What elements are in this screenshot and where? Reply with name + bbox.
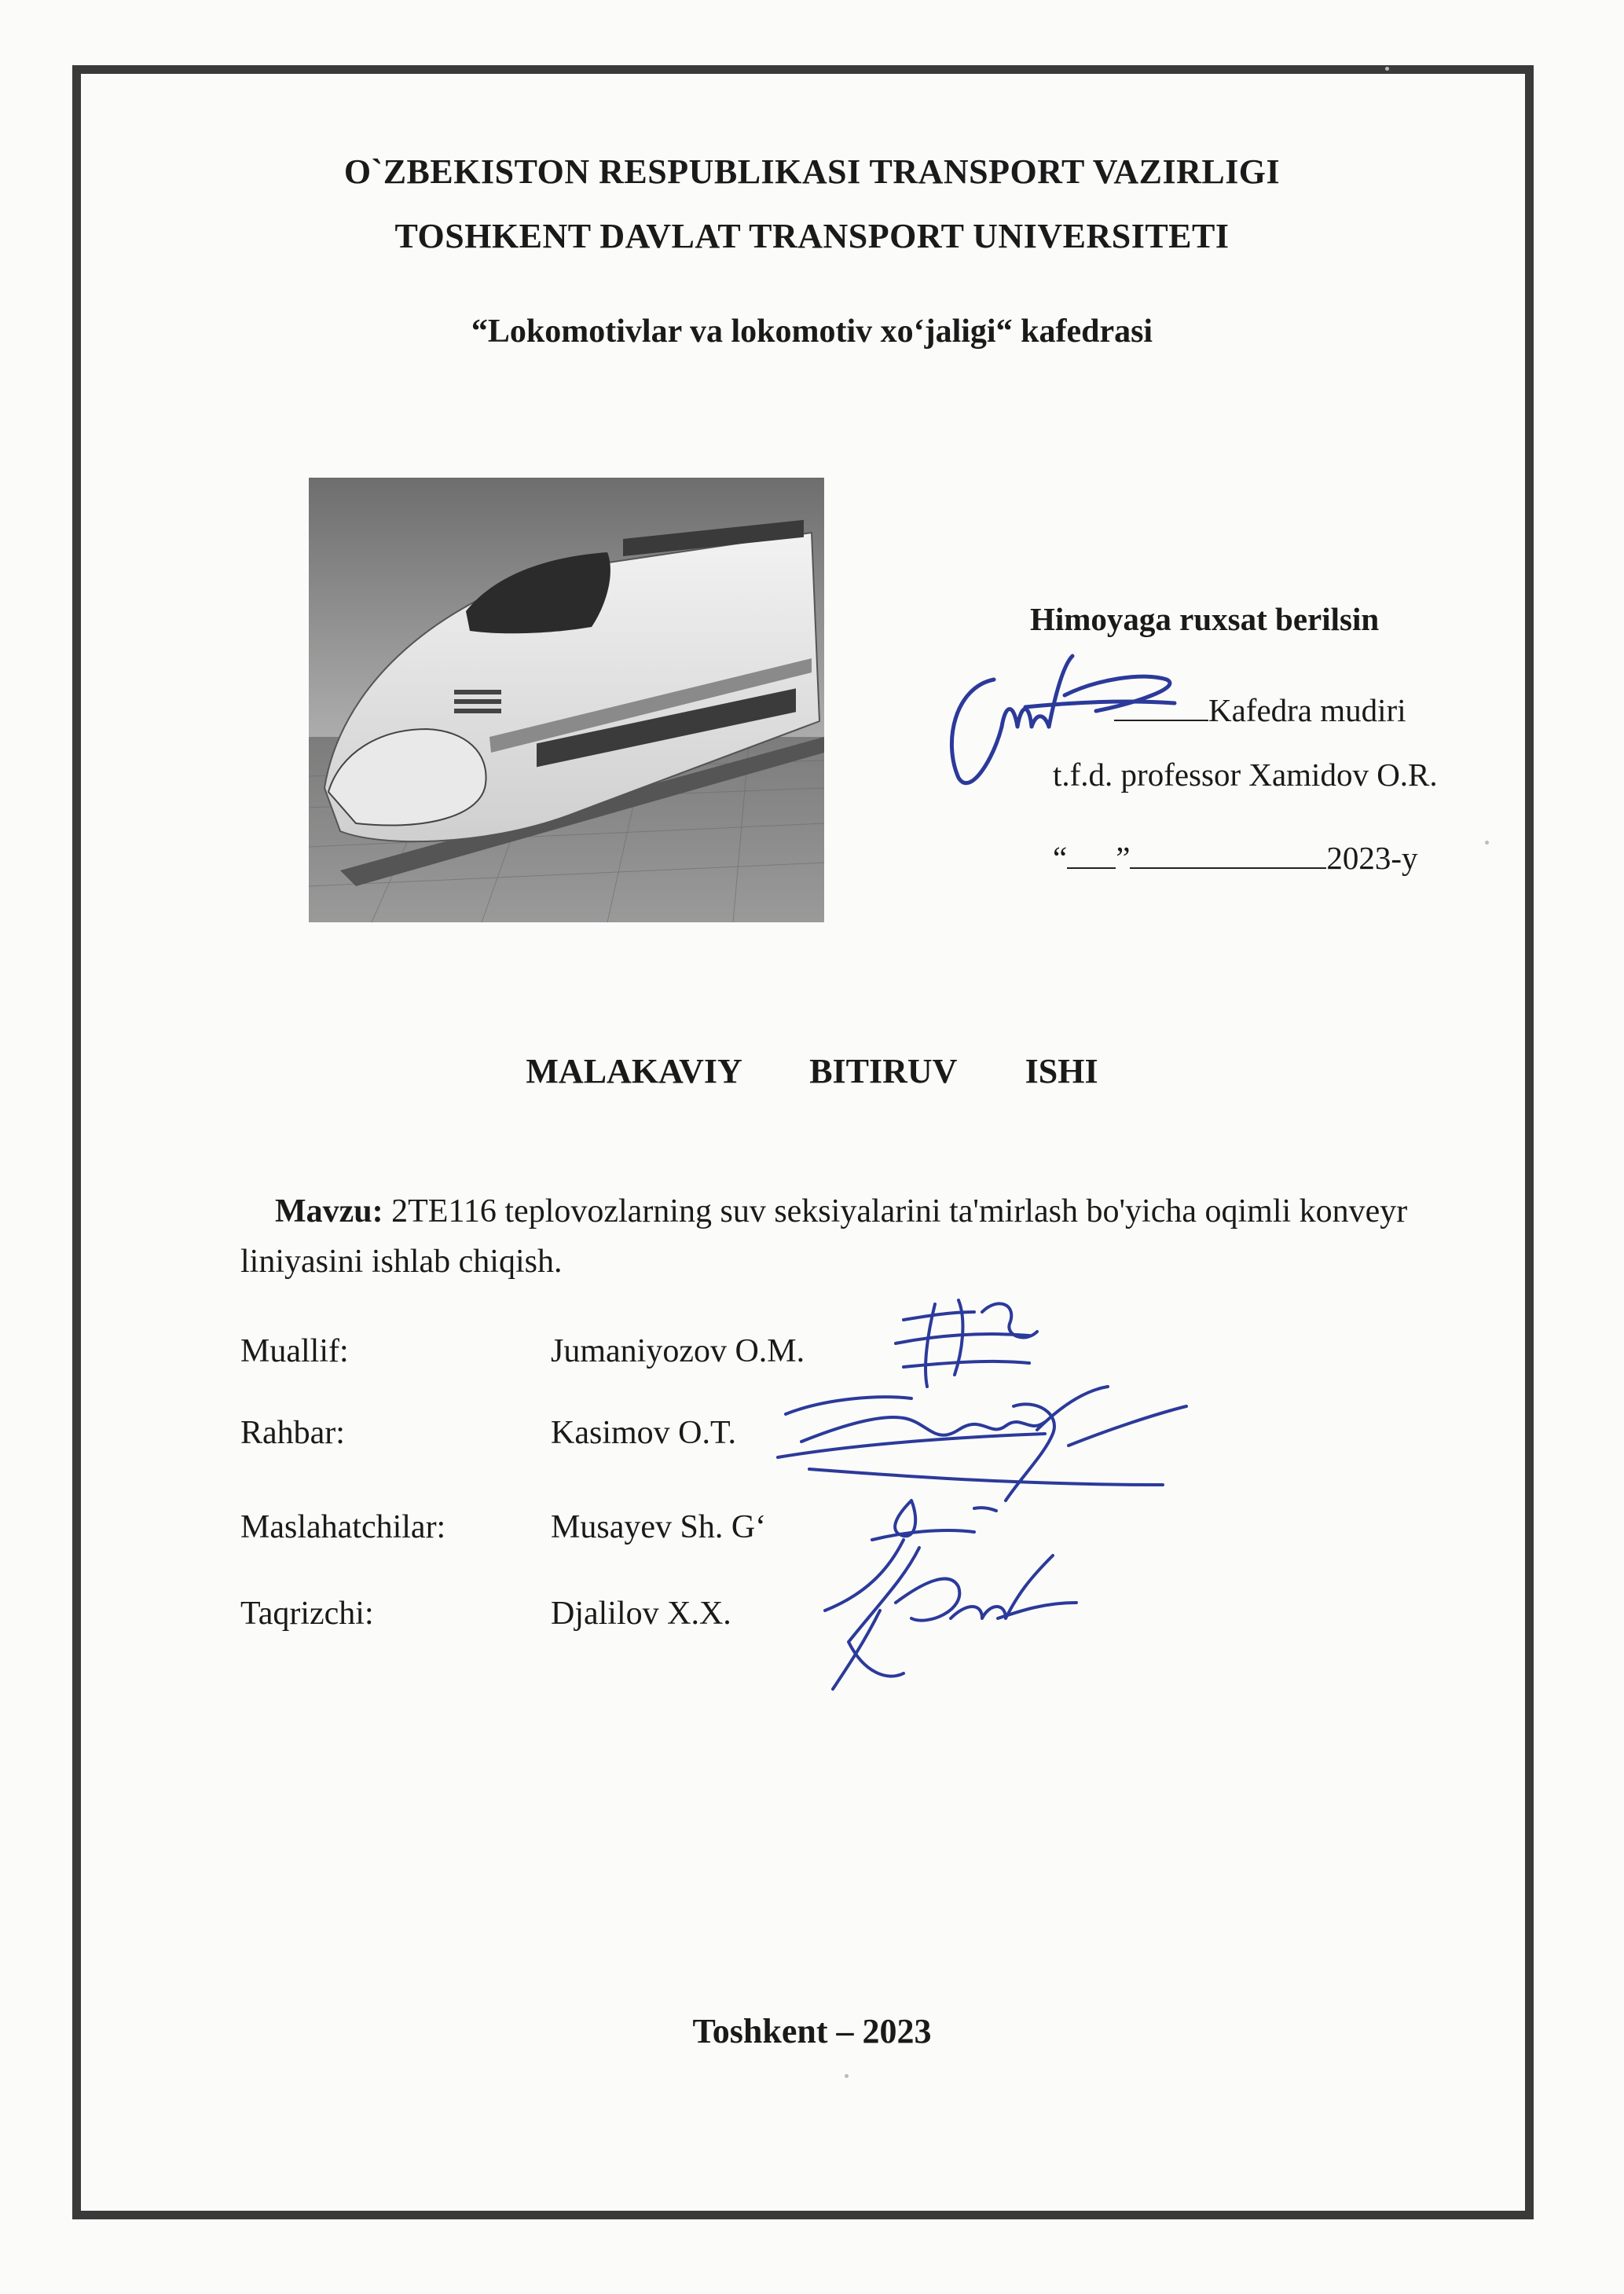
page-border xyxy=(72,65,1534,2219)
head-role: Kafedra mudiri xyxy=(1208,692,1406,728)
scan-speck xyxy=(845,2074,849,2078)
role-name: Jumaniyozov O.M. xyxy=(551,1333,805,1369)
topic-paragraph xyxy=(240,1186,1466,1287)
role-name: Kasimov O.T. xyxy=(551,1415,737,1451)
date-close-quote: ” xyxy=(1116,840,1131,876)
scan-speck xyxy=(1385,67,1389,71)
role-label: Taqrizchi: xyxy=(240,1596,374,1632)
role-row-supervisor xyxy=(240,1414,737,1452)
date-year: 2023-y xyxy=(1326,840,1418,876)
topic-text: 2TE116 teplovozlarning suv seksiyalarini ta'mirlash bo'yicha oqimli konveyr liniyasini ishlab chiqish. xyxy=(240,1193,1408,1280)
role-row-reviewer xyxy=(240,1595,731,1633)
city-year: Toshkent – 2023 xyxy=(692,2012,932,2050)
role-row-consultants xyxy=(240,1508,767,1546)
department-heading: “Lokomotivlar va lokomotiv xo‘jaligi“ kafedrasi xyxy=(471,313,1153,350)
train-photo xyxy=(309,478,824,922)
work-title: MALAKAVIY BITIRUV ISHI xyxy=(526,1052,1098,1090)
date-day-blank xyxy=(1067,845,1116,869)
scan-speck xyxy=(1485,841,1489,845)
role-name: Musayev Sh. G‘ xyxy=(551,1509,767,1545)
date-open-quote: “ xyxy=(1053,840,1068,876)
role-row-author xyxy=(240,1332,805,1370)
topic-label: Mavzu: xyxy=(275,1193,383,1229)
university-heading: TOSHKENT DAVLAT TRANSPORT UNIVERSITETI xyxy=(394,217,1230,255)
role-label: Rahbar: xyxy=(240,1415,345,1451)
signature-underline xyxy=(1114,696,1208,721)
head-name: t.f.d. professor Xamidov O.R. xyxy=(1053,757,1438,793)
role-label: Maslahatchilar: xyxy=(240,1509,446,1545)
role-label: Muallif: xyxy=(240,1333,349,1369)
role-name: Djalilov X.X. xyxy=(551,1596,731,1632)
approval-title: Himoyaga ruxsat berilsin xyxy=(1030,601,1380,637)
head-signature-line xyxy=(1114,691,1406,729)
ministry-heading: O`ZBEKISTON RESPUBLIKASI TRANSPORT VAZIRLIGI xyxy=(343,152,1281,191)
approval-date-line xyxy=(1053,839,1418,877)
date-month-blank xyxy=(1130,845,1326,869)
